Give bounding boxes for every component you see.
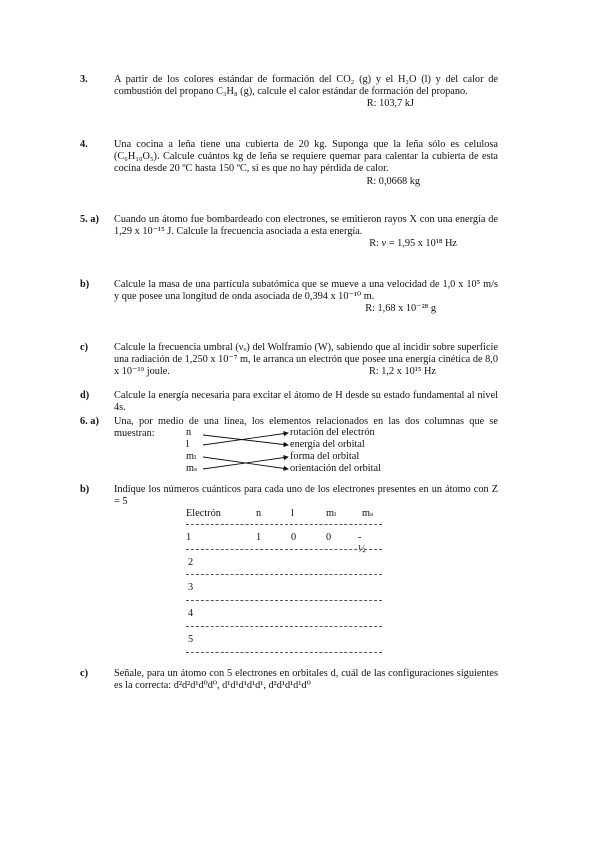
q6b-text: Indique los números cuánticos para cada uno de los electrones presentes en un átomo con Z = 5 <box>114 484 498 507</box>
header-ml: mₗ <box>326 508 337 519</box>
q6a-number: 6. a) <box>80 416 99 427</box>
header-electron: Electrón <box>186 508 221 519</box>
table-divider <box>186 549 382 550</box>
header-n: n <box>256 508 262 519</box>
q5a-answer: R: ν = 1,95 x 10¹⁸ Hz <box>369 238 457 249</box>
table-divider <box>186 652 382 653</box>
q3-answer: R: 103,7 kJ <box>366 98 414 109</box>
q6a-right-column <box>290 427 381 475</box>
table-divider <box>186 524 382 525</box>
q5b-answer: R: 1,68 x 10⁻²⁸ g <box>365 303 436 314</box>
q4-answer: R: 0,0668 kg <box>366 176 420 187</box>
row5-electron: 5 <box>188 634 194 645</box>
q5c-number: c) <box>80 342 88 353</box>
header-l: l <box>291 508 294 519</box>
q5c-answer: R: 1,2 x 10¹⁵ Hz <box>368 366 436 377</box>
q5b-text: Calcule la masa de una partícula subatómica que se mueve a una velocidad de 1,0 x 10⁵ m/s y que posee una longitud de onda asociada de 0,394 x 10⁻¹⁰ m. <box>114 279 498 302</box>
table-divider <box>186 600 382 601</box>
q6c-number: c) <box>80 668 88 679</box>
q5d-number: d) <box>80 390 90 401</box>
q4-text: Una cocina a leña tiene una cubierta de 20 kg. Suponga que la leña sólo es celulosa (C₆H₁₀O₅). Calcule cuántos kg de leña se requiere quemar para calentar la cubierta de esta cocina desde 20 ºC hasta 150 ºC, si es que no hay pérdida de calor. <box>114 139 498 174</box>
left-item-ms: mₛ <box>186 463 198 474</box>
row1-ms: - ½ <box>358 532 366 555</box>
right-item-rotation: rotación del electrón <box>290 427 375 438</box>
row3-electron: 3 <box>188 582 194 593</box>
row1-l: 0 <box>291 532 297 543</box>
q6c-text: Señale, para un átomo con 5 electrones en orbitales d, cuál de las configuraciones siguientes es la correcta: d²d²d¹d⁰d⁰, d¹d¹d¹d¹d¹, d²d¹d¹d¹d⁰ <box>114 668 498 691</box>
q5c-text: Calcule la frecuencia umbral (νₒ) del Wolframio (W), sabiendo que al incidir sobre superficie una radiación de 1,250 x 10⁻⁷ m, le arranca un electrón que posee una energía cinética de 8,0 x 10⁻¹⁹ joule. <box>114 342 498 377</box>
row1-electron: 1 <box>186 532 192 543</box>
right-item-orientation: orientación del orbital <box>290 463 381 474</box>
q3-number: 3. <box>80 74 88 85</box>
left-item-n: n <box>186 427 192 438</box>
q5a-text: Cuando un átomo fue bombardeado con electrones, se emitieron rayos X con una energía de 1,29 x 10⁻¹⁵ J. Calcule la frecuencia asociada a esta energía. <box>114 214 498 237</box>
left-item-l: l <box>186 439 189 450</box>
left-item-ml: mₗ <box>186 451 197 462</box>
q5b-number: b) <box>80 279 90 290</box>
row1-ml: 0 <box>326 532 332 543</box>
q6a-text: Una, por medio de una línea, los elementos relacionados en las dos columnas que se muestran: <box>114 416 498 439</box>
q6b-number: b) <box>80 484 90 495</box>
table-divider <box>186 626 382 627</box>
q3-text: A partir de los colores estándar de formación del CO₂ (g) y el H₂O (l) y del calor de combustión del propano C₃H₈ (g), calcule el calor estándar de formación del propano. <box>114 74 498 97</box>
row4-electron: 4 <box>188 608 194 619</box>
header-ms: mₛ <box>362 508 374 519</box>
q4-number: 4. <box>80 139 88 150</box>
table-divider <box>186 574 382 575</box>
q5d-text: Calcule la energía necesaria para excitar el átomo de H desde su estado fundamental al nivel 4s. <box>114 390 498 413</box>
right-item-shape: forma del orbital <box>290 451 360 462</box>
row1-n: 1 <box>256 532 262 543</box>
q5a-number: 5. a) <box>80 214 99 225</box>
right-item-energy: energía del orbital <box>290 439 365 450</box>
row2-electron: 2 <box>188 557 194 568</box>
matching-arrows <box>195 427 291 475</box>
